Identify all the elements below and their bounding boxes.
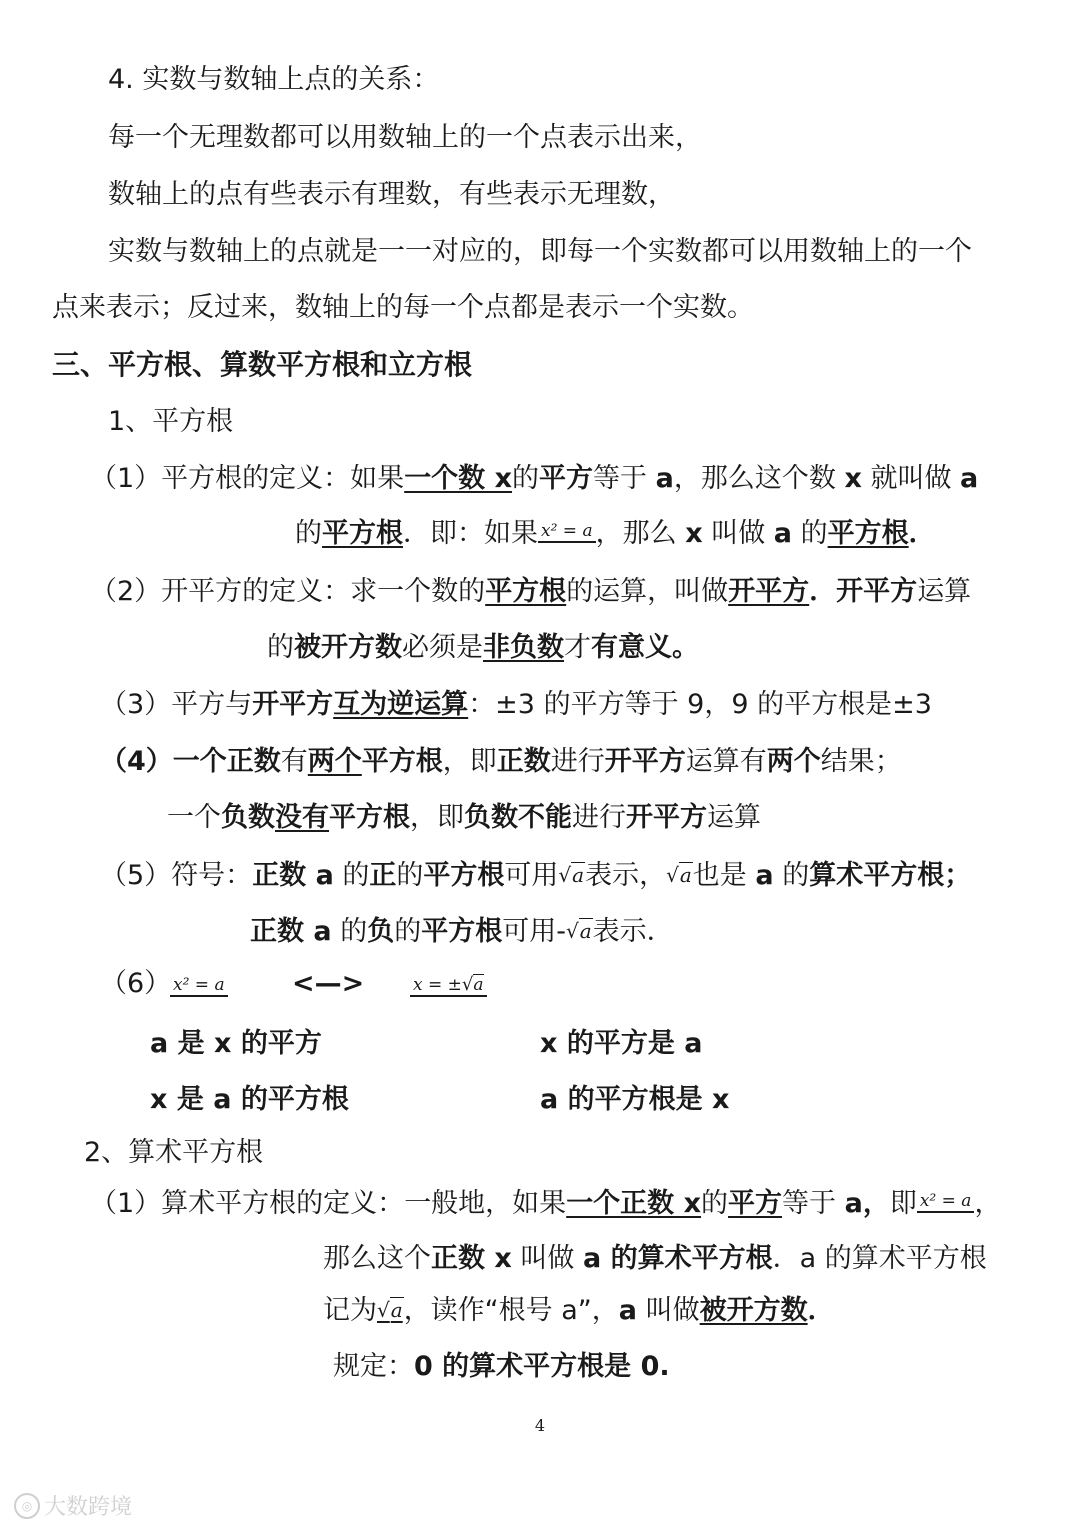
paragraph-line: 点来表示；反过来，数轴上的每一个点都是表示一个实数。 <box>52 292 754 323</box>
subsection-title: 2、算术平方根 <box>84 1137 264 1168</box>
item-1-line-2: 的平方根．即：如果 x² = a ，那么 x 叫做 a 的平方根． <box>295 518 936 549</box>
relation-text: a 的平方根是 x <box>540 1084 730 1115</box>
equivalence-arrow: <—> <box>292 968 365 999</box>
paragraph-line: 实数与数轴上的点就是一一对应的，即每一个实数都可以用数轴上的一个 <box>108 236 972 267</box>
sqrt-a-symbol: √a <box>377 1298 403 1322</box>
page-number: 4 <box>534 1416 546 1435</box>
paragraph-line: 数轴上的点有些表示有理数，有些表示无理数， <box>108 179 675 210</box>
sqrt-a-symbol: √a <box>565 919 592 943</box>
item-6-label: （6） <box>100 968 172 999</box>
item-1-line-1: （1）平方根的定义：如果一个数 x的平方等于 a，那么这个数 x 就叫做 a <box>90 463 979 494</box>
sqrt-a-symbol: √a <box>558 863 585 887</box>
item-4-line-2: 一个负数没有平方根，即负数不能进行开平方运算 <box>167 802 761 833</box>
item-4-line-1: （4）一个正数有两个平方根，即正数进行开平方运算有两个结果； <box>100 746 902 777</box>
arith-def-line-2: 那么这个正数 x 叫做 a 的算术平方根．a 的算术平方根 <box>323 1243 987 1274</box>
equation: x² = a <box>917 1191 975 1213</box>
watermark <box>14 1490 132 1521</box>
item-2-line-2: 的被开方数必须是非负数才有意义。 <box>267 632 699 663</box>
section-4-title: 4. 实数与数轴上点的关系： <box>108 64 440 95</box>
equation-x2-a: x² = a <box>170 970 228 1006</box>
watermark-logo-icon: ◎ <box>14 1493 40 1519</box>
item-5-line-1: （5）符号：正数 a 的正的平方根可用√a表示，√a也是 a 的算术平方根； <box>100 857 971 894</box>
relation-text: a 是 x 的平方 <box>150 1028 322 1059</box>
relation-text: x 的平方是 a <box>540 1028 703 1059</box>
equation-x-pm-sqrt-a: x = ±√a <box>410 970 487 1006</box>
arith-def-line-1: （1）算术平方根的定义：一般地，如果一个正数 x的平方等于 a，即 x² = a ， <box>90 1188 1002 1219</box>
item-2-line-1: （2）开平方的定义：求一个数的平方根的运算，叫做开平方．开平方运算 <box>90 576 972 607</box>
item-5-line-2: 正数 a 的负的平方根可用-√a表示． <box>250 913 674 950</box>
section-heading: 三、平方根、算数平方根和立方根 <box>52 348 473 381</box>
rule-line: 规定：0 的算术平方根是 0. <box>333 1351 670 1382</box>
arith-def-line-3: 记为√a，读作“根号 a”，a 叫做被开方数． <box>323 1292 835 1329</box>
equation: x² = a <box>538 521 596 543</box>
watermark-text: 大数跨境 <box>44 1495 133 1520</box>
sqrt-a-symbol: √a <box>666 863 692 887</box>
subsection-title: 1、平方根 <box>108 406 234 437</box>
item-3: （3）平方与开平方互为逆运算：±3 的平方等于 9，9 的平方根是±3 <box>100 689 932 720</box>
paragraph-line: 每一个无理数都可以用数轴上的一个点表示出来， <box>108 122 702 153</box>
relation-text: x 是 a 的平方根 <box>150 1084 349 1115</box>
